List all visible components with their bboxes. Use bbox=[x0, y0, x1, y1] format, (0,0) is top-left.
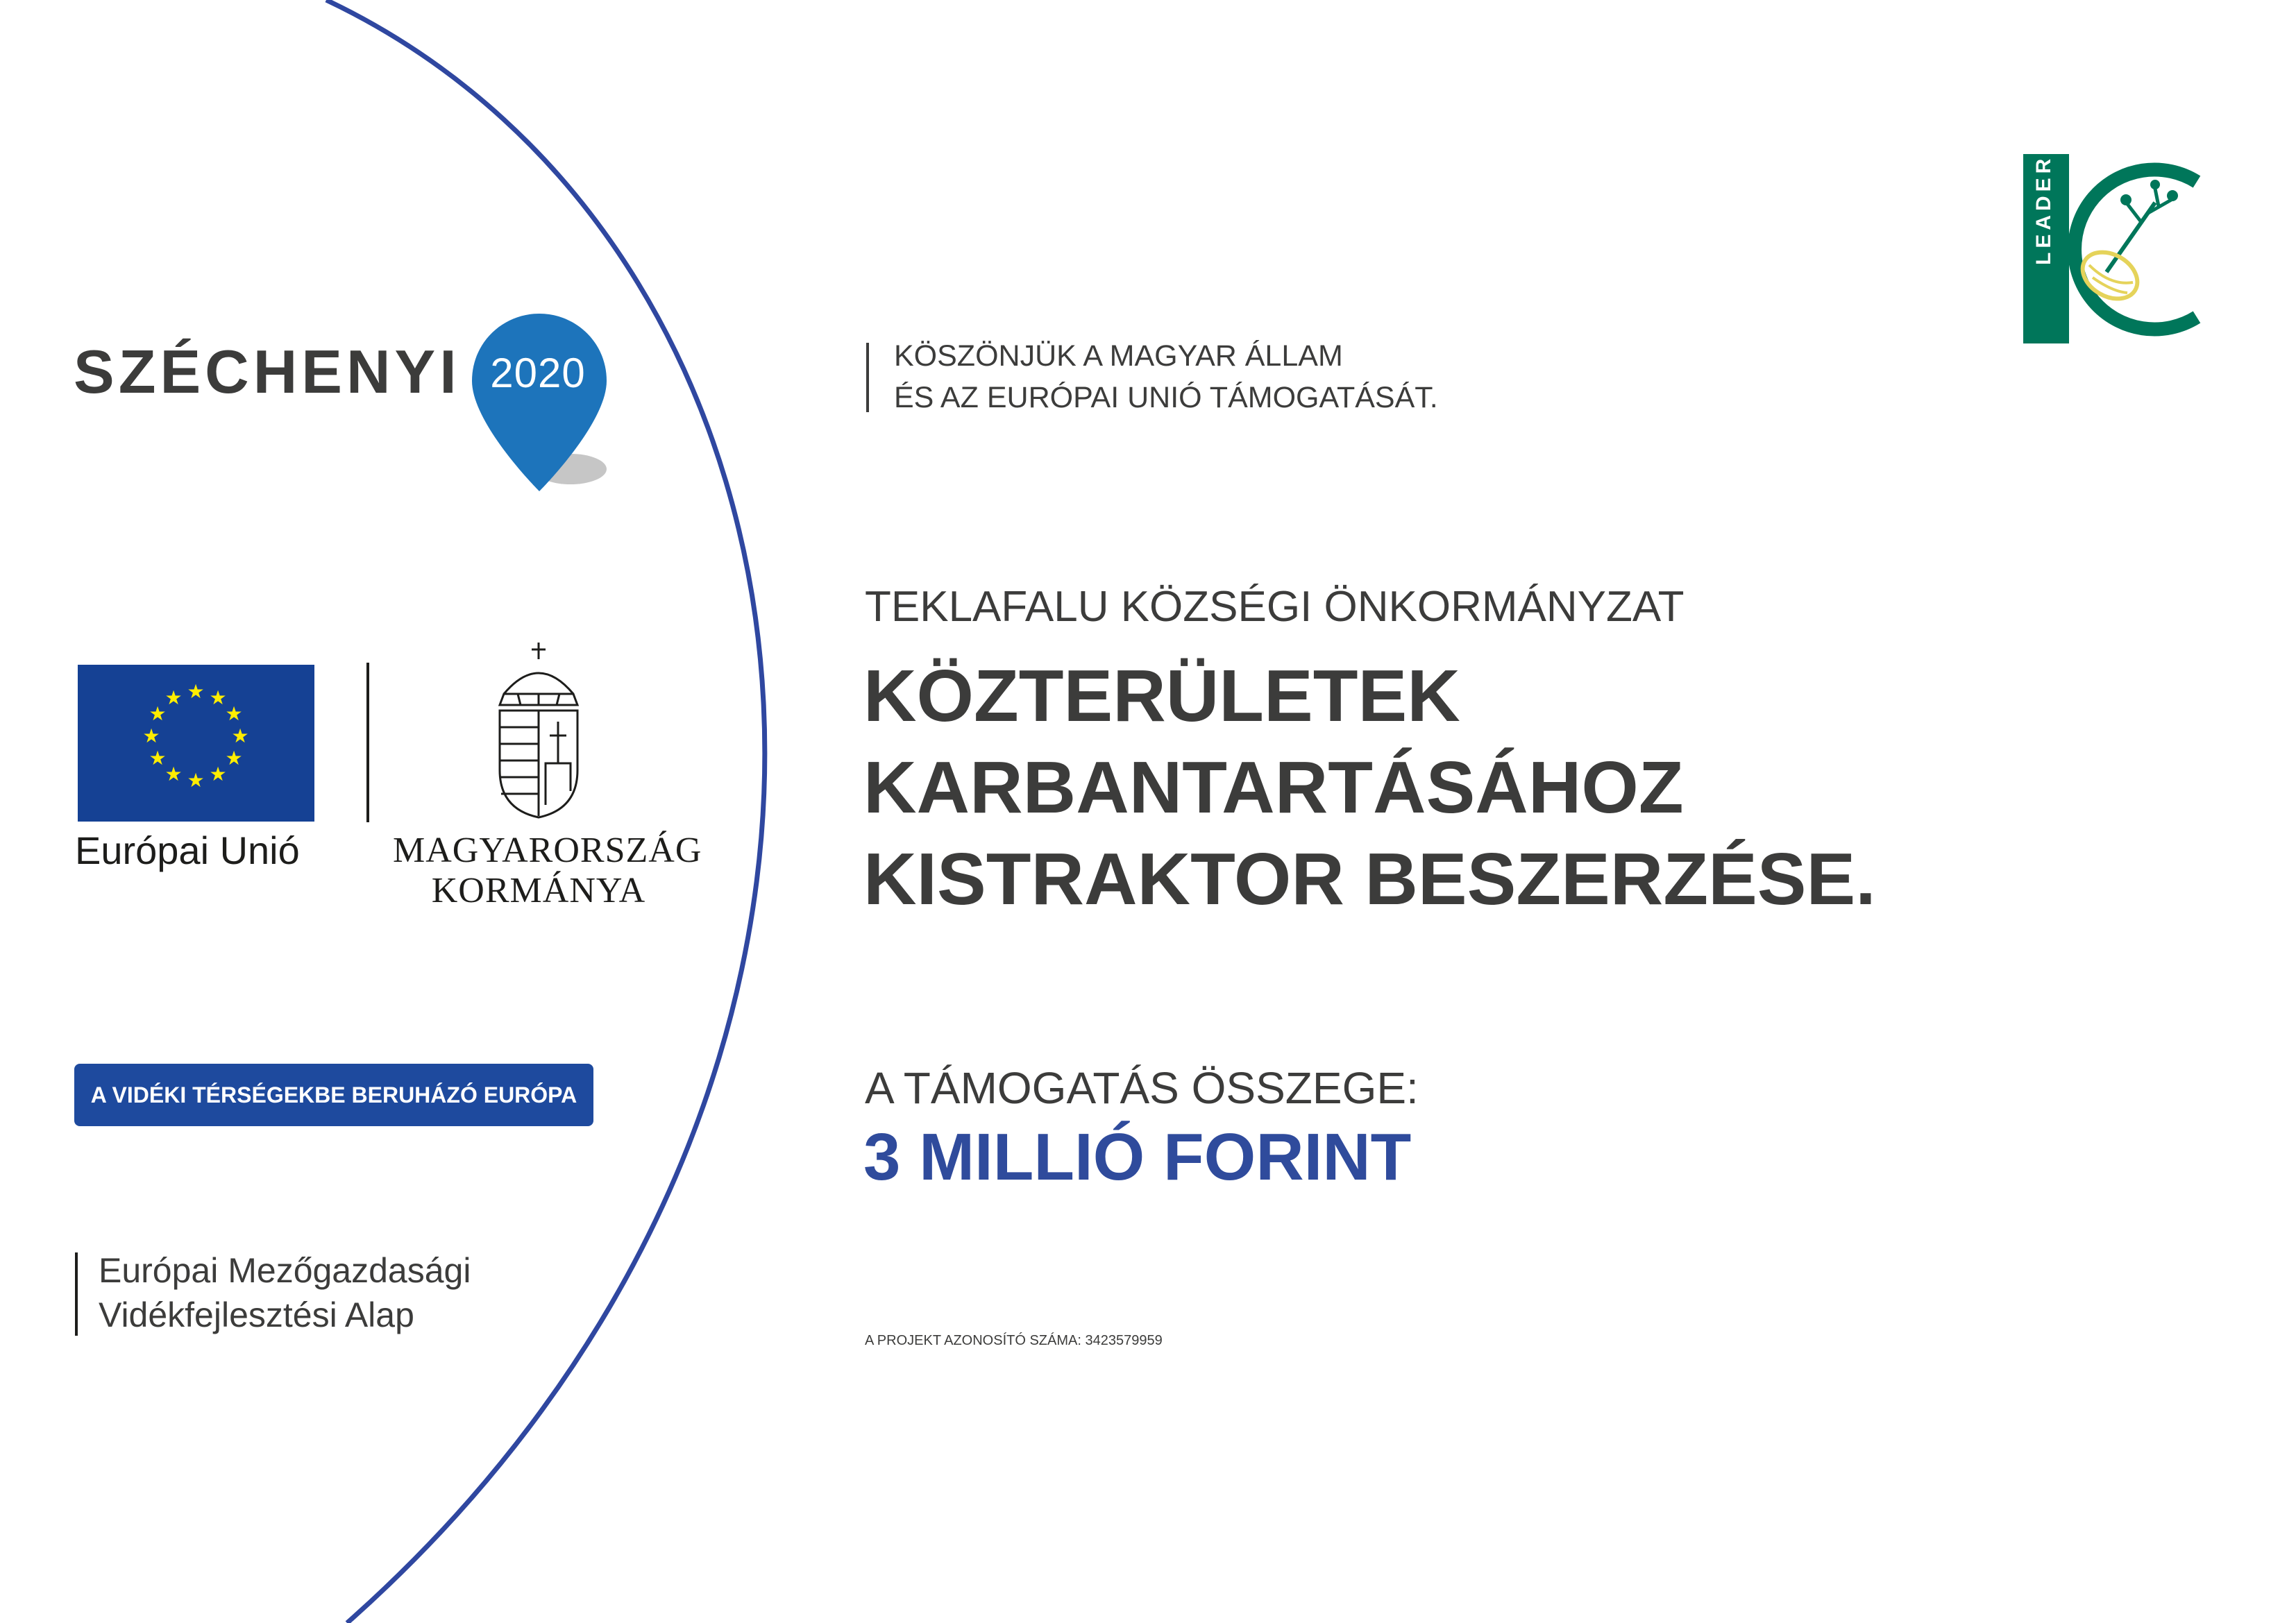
eu-stars bbox=[78, 665, 314, 822]
fund-line-1: Európai Mezőgazdasági bbox=[99, 1251, 471, 1290]
svg-text:★: ★ bbox=[187, 680, 205, 703]
coat-of-arms-icon bbox=[490, 638, 587, 820]
project-title-line-3: KISTRAKTOR BESZERZÉSE. bbox=[863, 838, 1876, 920]
fund-line-2: Vidékfejlesztési Alap bbox=[99, 1295, 414, 1334]
svg-text:★: ★ bbox=[187, 769, 205, 792]
government-line-1: MAGYARORSZÁG bbox=[393, 831, 702, 870]
svg-text:★: ★ bbox=[164, 763, 183, 785]
banner-text: A VIDÉKI TÉRSÉGEKBE BERUHÁZÓ EURÓPA bbox=[90, 1082, 577, 1107]
project-title-line-1: KÖZTERÜLETEK bbox=[863, 655, 1460, 737]
organization-name: TEKLAFALU KÖZSÉGI ÖNKORMÁNYZAT bbox=[865, 583, 1685, 631]
project-id: A PROJEKT AZONOSÍTÓ SZÁMA: 3423579959 bbox=[865, 1333, 1163, 1348]
government-line-2: KORMÁNYA bbox=[431, 871, 646, 910]
rural-europe-banner bbox=[74, 1064, 593, 1126]
grant-amount-value: 3 MILLIÓ FORINT bbox=[863, 1120, 1412, 1194]
project-title-line-2: KARBANTARTÁSÁHOZ bbox=[863, 747, 1684, 829]
svg-text:★: ★ bbox=[209, 763, 227, 785]
svg-text:★: ★ bbox=[149, 702, 167, 725]
leader-wordmark bbox=[2032, 223, 2056, 265]
svg-text:★: ★ bbox=[225, 702, 243, 725]
szechenyi-wordmark: SZÉCHENYI bbox=[74, 337, 461, 406]
svg-text:★: ★ bbox=[225, 747, 243, 770]
eu-flag-icon bbox=[78, 665, 314, 822]
svg-text:★: ★ bbox=[209, 686, 227, 709]
svg-text:★: ★ bbox=[231, 724, 249, 747]
svg-text:★: ★ bbox=[164, 686, 183, 709]
eu-label: Európai Unió bbox=[75, 829, 300, 872]
grant-amount-label: A TÁMOGATÁS ÖSSZEGE: bbox=[865, 1063, 1419, 1113]
map-pin-icon bbox=[466, 309, 612, 497]
thanks-line-1: KÖSZÖNJÜK A MAGYAR ÁLLAM bbox=[894, 339, 1343, 373]
szechenyi-year: 2020 bbox=[490, 350, 586, 396]
thanks-divider bbox=[866, 343, 869, 412]
svg-text:★: ★ bbox=[142, 724, 160, 747]
svg-text:★: ★ bbox=[149, 747, 167, 770]
fund-divider bbox=[75, 1252, 78, 1336]
thanks-line-2: ÉS AZ EURÓPAI UNIÓ TÁMOGATÁSÁT. bbox=[894, 381, 1438, 414]
logo-divider bbox=[366, 663, 369, 822]
